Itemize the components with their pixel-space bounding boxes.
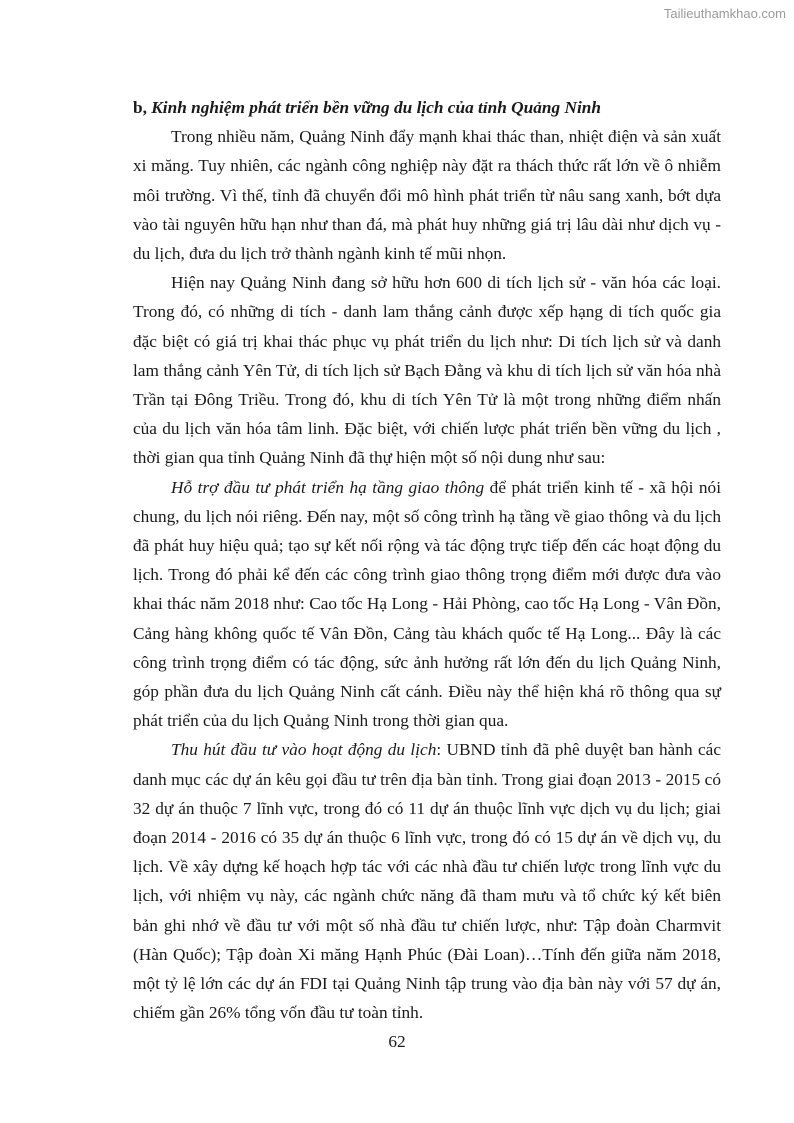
paragraph-lead-italic: Thu hút đầu tư vào hoạt động du lịch [171, 740, 437, 760]
paragraph-text: Trong nhiều năm, Quảng Ninh đẩy mạnh khai thác than, nhiệt điện và sản xuất xi măng. Tuy nhiên, các ngành công nghiệp này đặt ra thách thức rất lớn về ô nhiễm môi trường. Vì thế, tỉnh đã chuyển đổi mô hình phát triển từ nâu sang xanh, bớt dựa vào tài nguyên hữu hạn như than đá, mà phát huy những giá trị lâu dài như dịch vụ - du lịch, đưa du lịch trở thành ngành kinh tế mũi nhọn. [133, 127, 721, 264]
paragraph-heritage-sites [133, 268, 721, 472]
section-heading-text: Kinh nghiệm phát triển bền vững du lịch của tỉnh Quảng Ninh [151, 98, 601, 117]
paragraph-infrastructure [133, 473, 721, 736]
section-heading-prefix: b, [133, 98, 152, 117]
paragraph-text: Hiện nay Quảng Ninh đang sở hữu hơn 600 di tích lịch sử - văn hóa các loại. Trong đó, có những di tích - danh lam thắng cảnh được xếp hạng di tích quốc gia đặc biệt có giá trị khai thác phục vụ phát triển du lịch như: Di tích lịch sử và danh lam thắng cảnh Yên Tử, di tích lịch sử Bạch Đằng và khu di tích lịch sử văn hóa nhà Trần tại Đông Triều. Trong đó, khu di tích Yên Tử là một trong những điểm nhấn của du lịch văn hóa tâm linh. Đặc biệt, với chiến lược phát triển bền vững du lịch , thời gian qua tỉnh Quảng Ninh đã thự hiện một số nội dung như sau: [133, 273, 721, 468]
document-body [133, 93, 721, 1028]
page-number: 62 [388, 1032, 406, 1051]
section-heading [133, 93, 721, 122]
paragraph-text: : UBND tỉnh đã phê duyệt ban hành các danh mục các dự án kêu gọi đầu tư trên địa bàn tỉnh. Trong giai đoạn 2013 - 2015 có 32 dự án thuộc 7 lĩnh vực, trong đó có 11 dự án thuộc lĩnh vực dịch vụ du lịch; giai đoạn 2014 - 2016 có 35 dự án thuộc 6 lĩnh vực, trong đó có 15 dự án về dịch vụ, du lịch. Về xây dựng kế hoạch hợp tác với các nhà đầu tư chiến lược trong lĩnh vực du lịch, với nhiệm vụ này, các ngành chức năng đã tham mưu và tổ chức ký kết biên bản ghi nhớ về đầu tư với một số nhà đầu tư chiến lược, như: Tập đoàn Charmvit (Hàn Quốc); Tập đoàn Xi măng Hạnh Phúc (Đài Loan)…Tính đến giữa năm 2018, một tỷ lệ lớn các dự án FDI tại Quảng Ninh tập trung vào địa bàn này với 57 dự án, chiếm gần 26% tổng vốn đầu tư toàn tỉnh. [133, 740, 721, 1023]
paragraph-text: để phát triển kinh tế - xã hội nói chung, du lịch nói riêng. Đến nay, một số công trình hạ tầng về giao thông và du lịch đã phát huy hiệu quả; tạo sự kết nối rộng và tác động trực tiếp đến các hoạt động du lịch. Trong đó phải kể đến các công trình giao thông trọng điểm mới được đưa vào khai thác năm 2018 như: Cao tốc Hạ Long - Hải Phòng, cao tốc Hạ Long - Vân Đồn, Cảng hàng không quốc tế Vân Đồn, Cảng tàu khách quốc tế Hạ Long... Đây là các công trình trọng điểm có tác động, sức ảnh hưởng rất lớn đến du lịch Quảng Ninh, góp phần đưa du lịch Quảng Ninh cất cánh. Điều này thể hiện khá rõ thông qua sự phát triển của du lịch Quảng Ninh trong thời gian qua. [133, 477, 721, 731]
paragraph-investment [133, 735, 721, 1027]
paragraph-coal-to-green [133, 122, 721, 268]
paragraph-lead-italic: Hỗ trợ đầu tư phát triển hạ tầng giao thông [171, 477, 485, 497]
watermark-text: Tailieuthamkhao.com [663, 6, 786, 21]
